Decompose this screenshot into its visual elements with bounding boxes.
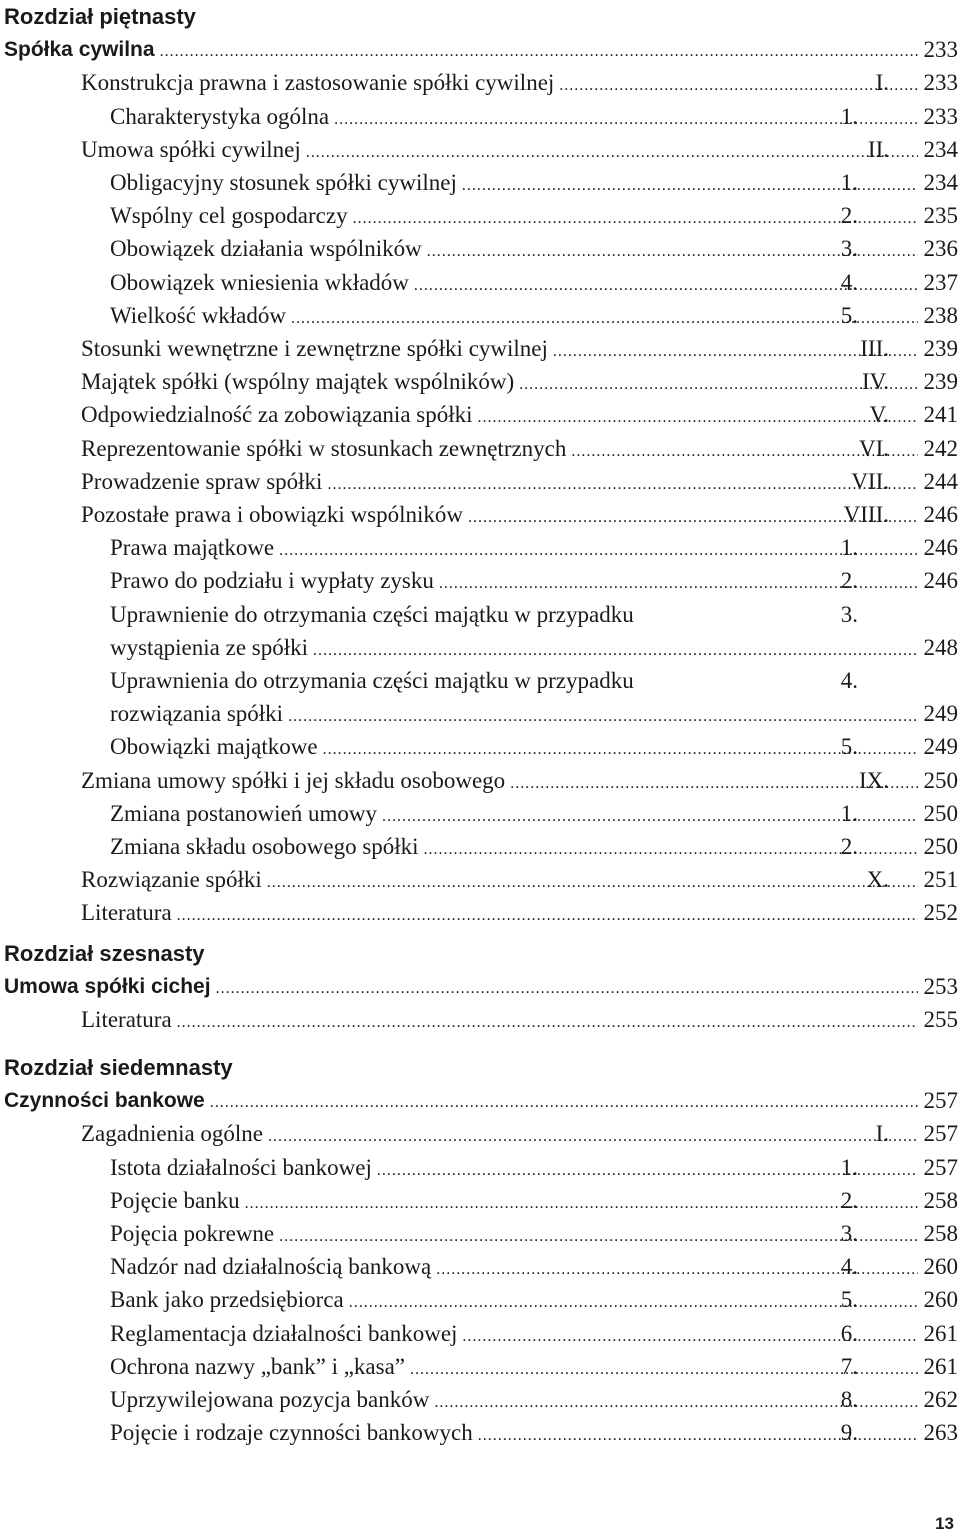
- toc-entry: [0, 598, 958, 631]
- chapter-label: Rozdział siedemnasty: [4, 1055, 233, 1080]
- entry-number: 1.: [840, 170, 858, 195]
- toc-entry: [0, 1350, 958, 1383]
- entry-page: 234: [918, 166, 958, 199]
- entry-number: V.: [869, 402, 889, 428]
- entry-number: 2.: [840, 834, 858, 859]
- entry-title: Obowiązek wniesienia wkładów .....: [110, 266, 918, 299]
- entry-page: 258: [918, 1217, 958, 1250]
- entry-number: X.: [866, 867, 889, 893]
- toc-entry: [0, 1383, 958, 1416]
- entry-page: 257: [918, 1084, 958, 1117]
- entry-title: Zmiana umowy spółki i jej składu osobowego .....: [81, 764, 918, 797]
- entry-number: I.: [875, 70, 889, 96]
- entry-number: 2.: [840, 1187, 858, 1213]
- toc-entry: [0, 1184, 958, 1217]
- entry-number: 2.: [840, 568, 858, 594]
- chapter-title-row: [0, 1084, 958, 1117]
- entry-number: 1.: [840, 103, 858, 129]
- entry-title: Zagadnienia ogólne .....: [81, 1117, 918, 1150]
- toc-entry: [0, 365, 958, 398]
- entry-page: 262: [918, 1383, 958, 1416]
- entry-title: Prawo do podziału i wypłaty zysku .....: [110, 564, 918, 597]
- entry-title: Obowiązek działania wspólników .....: [110, 232, 918, 265]
- toc-entry: [0, 332, 958, 365]
- entry-page: 246: [918, 564, 958, 597]
- entry-page: 233: [918, 33, 958, 66]
- entry-title: Konstrukcja prawna i zastosowanie spółki cywilnej .....: [81, 66, 918, 99]
- entry-page: 246: [918, 531, 958, 564]
- toc-entry: [0, 797, 958, 830]
- entry-title-continuation: rozwiązania spółki .....: [110, 697, 918, 730]
- toc-entry: [0, 730, 958, 763]
- toc-entry: [0, 1250, 958, 1283]
- entry-title: Uprzywilejowana pozycja banków .....: [110, 1383, 918, 1416]
- toc-entry: [0, 764, 958, 797]
- entry-title: Rozwiązanie spółki .....: [81, 863, 918, 896]
- entry-title: Reglamentacja działalności bankowej .....: [110, 1317, 918, 1350]
- entry-number: III.: [860, 336, 889, 361]
- entry-page: 252: [918, 896, 958, 929]
- entry-page: 236: [918, 232, 958, 265]
- entry-page: 257: [918, 1117, 958, 1150]
- entry-number: 6.: [840, 1320, 858, 1346]
- entry-page: 251: [918, 863, 958, 896]
- entry-page: 233: [918, 66, 958, 99]
- toc-entry: [0, 166, 958, 199]
- entry-number: 7.: [840, 1353, 858, 1379]
- entry-number: IV.: [861, 369, 889, 395]
- entry-page: 261: [918, 1317, 958, 1350]
- entry-page: 235: [918, 199, 958, 232]
- entry-number: 1.: [840, 1154, 858, 1180]
- entry-title: Pozostałe prawa i obowiązki wspólników .....: [81, 498, 918, 531]
- entry-number: 3.: [840, 236, 858, 262]
- toc-entry: [0, 830, 958, 863]
- entry-page: 239: [918, 365, 958, 398]
- entry-title: Bank jako przedsiębiorca .....: [110, 1283, 918, 1316]
- toc-entry: [0, 432, 958, 465]
- toc-entry: [0, 1151, 958, 1184]
- toc-entry-continuation: [0, 697, 958, 730]
- toc-entry: [0, 1416, 958, 1449]
- entry-title: Charakterystyka ogólna .....: [110, 100, 918, 133]
- entry-title: Prowadzenie spraw spółki .....: [81, 465, 918, 498]
- entry-number: 9.: [840, 1420, 858, 1446]
- entry-title: Pojęcie i rodzaje czynności bankowych .....: [110, 1416, 918, 1449]
- toc-entry: [0, 66, 958, 99]
- entry-number: 5.: [840, 734, 858, 760]
- entry-number: 5.: [840, 302, 858, 328]
- entry-title: Czynności bankowe .....: [4, 1084, 918, 1117]
- toc-entry: [0, 1217, 958, 1250]
- entry-number: 1.: [840, 800, 858, 826]
- entry-title: Majątek spółki (wspólny majątek wspólników) .....: [81, 365, 918, 398]
- entry-title: Pojęcie banku .....: [110, 1184, 918, 1217]
- toc-entry: [0, 1003, 958, 1036]
- toc-entry: [0, 232, 958, 265]
- entry-number: I.: [875, 1121, 889, 1147]
- entry-page: 249: [918, 697, 958, 730]
- entry-page: 234: [918, 133, 958, 166]
- toc-entry: [0, 896, 958, 929]
- toc-entry: [0, 498, 958, 531]
- entry-title-continuation: wystąpienia ze spółki .....: [110, 631, 918, 664]
- entry-page: 258: [918, 1184, 958, 1217]
- entry-page: 237: [918, 266, 958, 299]
- toc-entry: [0, 398, 958, 431]
- entry-title: Uprawnienie do otrzymania części majątku w przypadku: [110, 601, 634, 627]
- chapter-title-row: [0, 33, 958, 66]
- toc-entry: [0, 664, 958, 697]
- entry-title: Literatura .....: [81, 1003, 918, 1036]
- entry-title: Prawa majątkowe .....: [110, 531, 918, 564]
- toc-entry: [0, 199, 958, 232]
- entry-title: Spółka cywilna .....: [4, 33, 918, 66]
- toc-entry: [0, 1283, 958, 1316]
- entry-page: 239: [918, 332, 958, 365]
- chapter-title-row: [0, 970, 958, 1003]
- entry-number: 1.: [840, 535, 858, 561]
- entry-title: Zmiana składu osobowego spółki .....: [110, 830, 918, 863]
- entry-title: Wielkość wkładów .....: [110, 299, 918, 332]
- entry-page: 260: [918, 1250, 958, 1283]
- toc-entry: [0, 266, 958, 299]
- entry-title: Istota działalności bankowej .....: [110, 1151, 918, 1184]
- toc-entry: [0, 465, 958, 498]
- entry-page: 238: [918, 299, 958, 332]
- page-number: 13: [935, 1514, 954, 1533]
- toc-entry-continuation: [0, 631, 958, 664]
- entry-page: [918, 598, 958, 631]
- entry-page: 261: [918, 1350, 958, 1383]
- entry-title: Literatura .....: [81, 896, 918, 929]
- entry-title: Uprawnienia do otrzymania części majątku w przypadku: [110, 668, 634, 693]
- entry-number: IX.: [858, 767, 889, 793]
- entry-page: 248: [918, 631, 958, 664]
- toc-entry: [0, 100, 958, 133]
- entry-page: 233: [918, 100, 958, 133]
- entry-title: Odpowiedzialność za zobowiązania spółki .....: [81, 398, 918, 431]
- toc-entry: [0, 1117, 958, 1150]
- chapter-label: Rozdział szesnasty: [4, 941, 205, 966]
- entry-page: 242: [918, 432, 958, 465]
- entry-page: 260: [918, 1283, 958, 1316]
- toc-entry: [0, 133, 958, 166]
- entry-title: Obowiązki majątkowe .....: [110, 730, 918, 763]
- entry-title: Reprezentowanie spółki w stosunkach zewnętrznych .....: [81, 432, 918, 465]
- toc-entry: [0, 531, 958, 564]
- entry-number: 3.: [840, 601, 858, 627]
- entry-page: 244: [918, 465, 958, 498]
- entry-number: 4.: [840, 1254, 858, 1280]
- entry-number: 3.: [840, 1221, 858, 1246]
- entry-number: 5.: [840, 1287, 858, 1313]
- entry-page: 241: [918, 398, 958, 431]
- toc-entry: [0, 299, 958, 332]
- entry-title: Pojęcia pokrewne .....: [110, 1217, 918, 1250]
- entry-number: II.: [867, 136, 889, 162]
- entry-page: [918, 664, 958, 697]
- entry-title: Umowa spółki cichej .....: [4, 970, 918, 1003]
- entry-title: Nadzór nad działalnością bankową .....: [110, 1250, 918, 1283]
- entry-page: 249: [918, 730, 958, 763]
- entry-title: Umowa spółki cywilnej .....: [81, 133, 918, 166]
- entry-title: Wspólny cel gospodarczy .....: [110, 199, 918, 232]
- entry-number: 8.: [840, 1387, 858, 1412]
- toc-entry: [0, 564, 958, 597]
- toc-entry: [0, 863, 958, 896]
- entry-page: 250: [918, 764, 958, 797]
- entry-page: 253: [918, 970, 958, 1003]
- chapter-label: Rozdział piętnasty: [4, 4, 196, 29]
- entry-page: 246: [918, 498, 958, 531]
- entry-number: 4.: [840, 668, 858, 693]
- entry-title: Obligacyjny stosunek spółki cywilnej .....: [110, 166, 918, 199]
- entry-number: VI.: [858, 435, 889, 461]
- entry-number: VII.: [851, 468, 889, 494]
- entry-number: VIII.: [843, 502, 889, 527]
- entry-page: 263: [918, 1416, 958, 1449]
- entry-page: 257: [918, 1151, 958, 1184]
- entry-number: 4.: [840, 269, 858, 295]
- entry-page: 255: [918, 1003, 958, 1036]
- entry-title: Ochrona nazwy „bank” i „kasa” .....: [110, 1350, 918, 1383]
- entry-title: Zmiana postanowień umowy .....: [110, 797, 918, 830]
- entry-page: 250: [918, 830, 958, 863]
- toc-entry: [0, 1317, 958, 1350]
- entry-number: 2.: [840, 203, 858, 229]
- entry-title: Stosunki wewnętrzne i zewnętrzne spółki cywilnej .....: [81, 332, 918, 365]
- entry-page: 250: [918, 797, 958, 830]
